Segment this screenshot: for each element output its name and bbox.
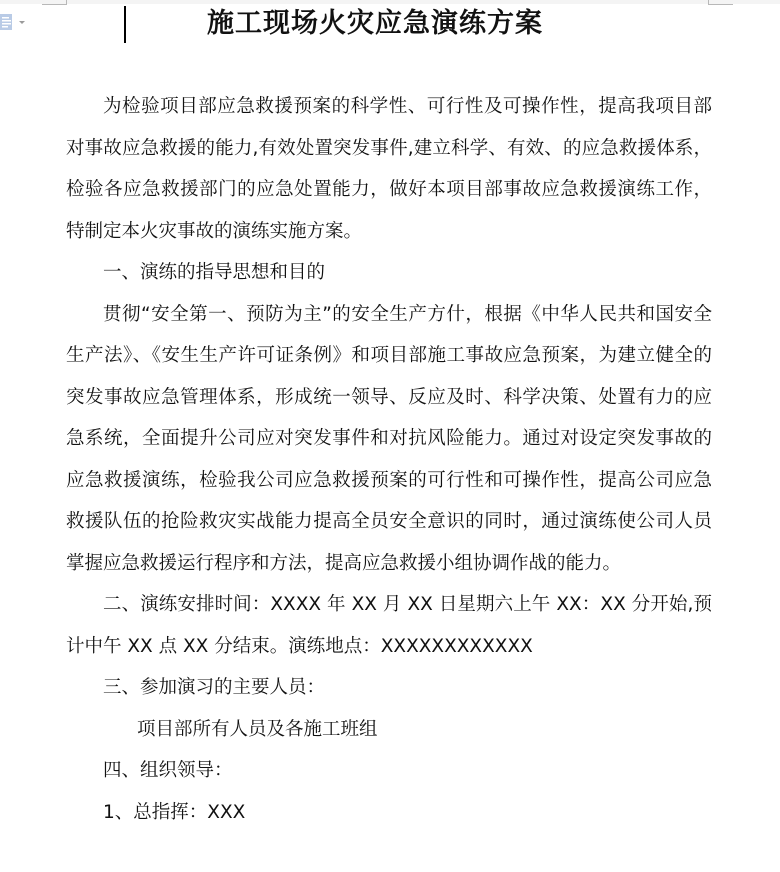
section-heading-3: 三、参加演习的主要人员：	[103, 677, 326, 698]
document-body	[66, 86, 712, 833]
participants-paragraph: 项目部所有人员及各施工班组	[137, 718, 378, 740]
purpose-paragraph: 贯彻“安全第一、预防为主”的安全生产方什，根据《中华人民共和国安全生产法》、《安生生产许可证条例》和项目部施工事故应急预案，为建立健全的突发事故应急管理体系，形成统一领导、反应及时、科学决策、处置有力的应急系统，全面提升公司应对突发事件和对抗风险能力。通过对设定突发事故的应急救援演练，检验我公司应急救援预案的可行性和可操作性，提高公司应急救援队伍的抢险救灾实战能力提高全员安全意识的同时，通过演练使公司人员掌握应急救援运行程序和方法，提高应急救援小组协调作战的能力。	[66, 303, 712, 574]
document-title: 施工现场火灾应急演练方案	[207, 8, 543, 39]
commander-item: 1、总指挥：XXX	[103, 801, 246, 823]
schedule-paragraph: 二、演练安排时间：XXXX 年 XX 月 XX 日星期六上午 XX：XX 分开始,预计中午 XX 点 XX 分结束。演练地点：XXXXXXXXXXXX	[66, 594, 712, 657]
section-heading-1: 一、演练的指导思想和目的	[103, 262, 326, 283]
intro-paragraph: 为检验项目部应急救援预案的科学性、可行性及可操作性，提高我项目部对事故应急救援的能力,有效处置突发事件,建立科学、有效、的应急救援体系，检验各应急救援部门的应急处置能力，做好本项目部事故应急救援演练工作，特制定本火灾事故的演练实施方案。	[66, 96, 712, 242]
section-heading-4: 四、组织领导：	[103, 760, 233, 781]
